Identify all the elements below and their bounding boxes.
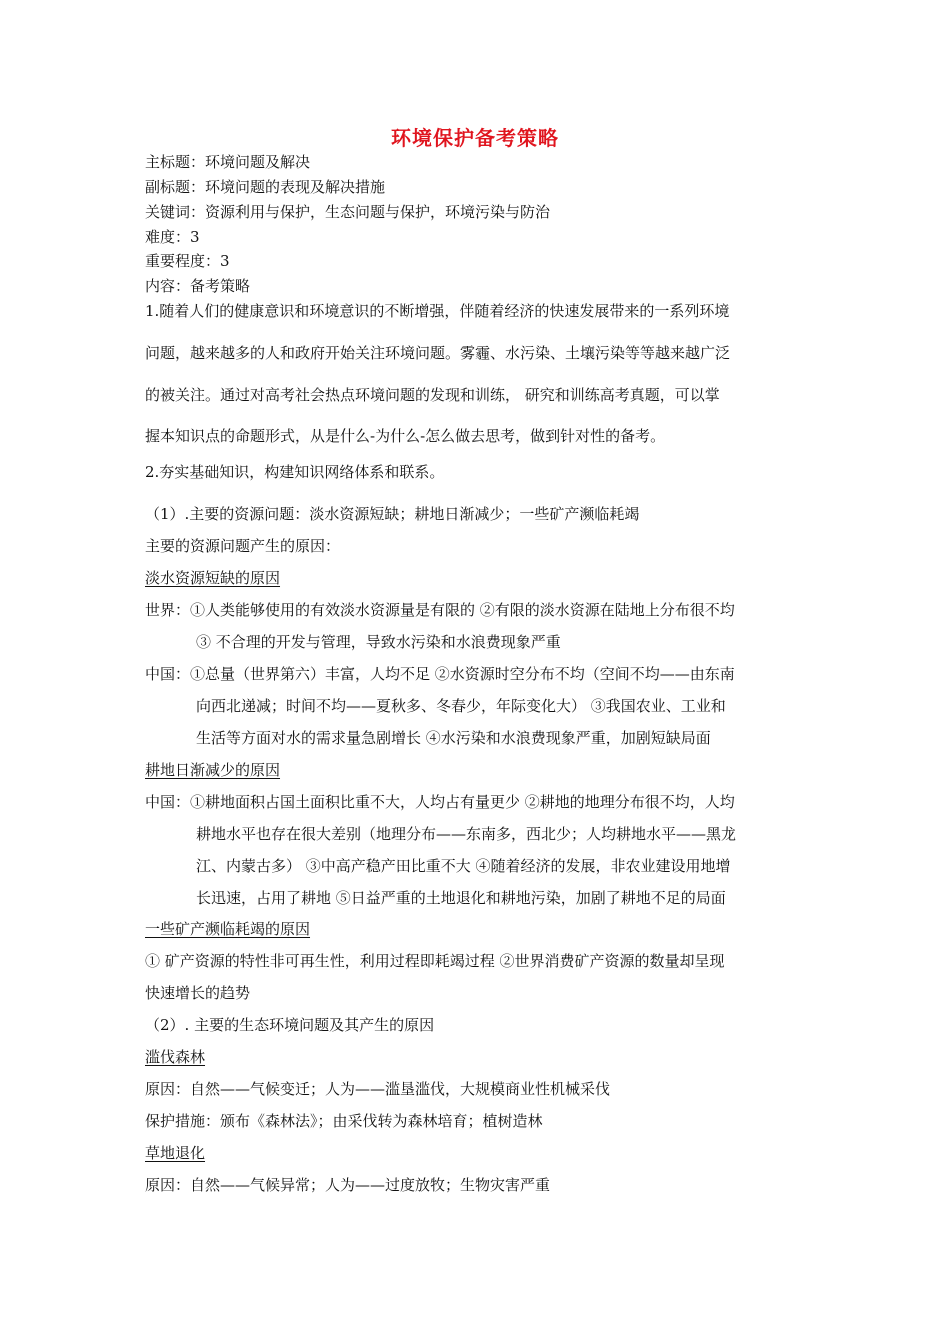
water-china-line: 向西北递减；时间不均——夏秋多、冬春少，年际变化大） ③我国农业、工业和 bbox=[196, 697, 726, 715]
section-1-heading: （1）.主要的资源问题：淡水资源短缺；耕地日渐减少；一些矿产濒临耗竭 bbox=[145, 505, 640, 523]
document-title: 环境保护备考策略 bbox=[391, 126, 559, 150]
meta-keywords: 关键词：资源利用与保护，生态问题与保护，环境污染与防治 bbox=[145, 203, 551, 221]
grassland-title: 草地退化 bbox=[145, 1144, 206, 1162]
meta-main-title: 主标题：环境问题及解决 bbox=[145, 153, 311, 171]
farmland-title: 耕地日渐减少的原因 bbox=[145, 761, 281, 779]
meta-content: 内容：备考策略 bbox=[145, 277, 251, 295]
meta-subtitle: 副标题：环境问题的表现及解决措施 bbox=[145, 178, 386, 196]
paragraph-2: 2.夯实基础知识，构建知识网络体系和联系。 bbox=[145, 463, 445, 481]
farmland-china-line: 长迅速，占用了耕地 ⑤日益严重的土地退化和耕地污染，加剧了耕地不足的局面 bbox=[196, 889, 726, 907]
mineral-title: 一些矿产濒临耗竭的原因 bbox=[145, 920, 311, 938]
mineral-line: ① 矿产资源的特性非可再生性，利用过程即耗竭过程 ②世界消费矿产资源的数量却呈现 bbox=[145, 952, 725, 970]
paragraph-1-line: 1.随着人们的健康意识和环境意识的不断增强，伴随着经济的快速发展带来的一系列环境 bbox=[145, 302, 730, 320]
water-china-line: 生活等方面对水的需求量急剧增长 ④水污染和水浪费现象严重，加剧短缺局面 bbox=[196, 729, 711, 747]
paragraph-1-line: 问题，越来越多的人和政府开始关注环境问题。雾霾、水污染、土壤污染等等越来越广泛 bbox=[145, 344, 731, 362]
farmland-china-line: 耕地水平也存在很大差别（地理分布——东南多，西北少；人均耕地水平——黑龙 bbox=[196, 825, 737, 843]
farmland-china-line: 江、内蒙古多） ③中高产稳产田比重不大 ④随着经济的发展，非农业建设用地增 bbox=[196, 857, 731, 875]
forest-cause: 原因：自然——气候变迁；人为——滥垦滥伐，大规模商业性机械采伐 bbox=[145, 1080, 611, 1098]
mineral-line: 快速增长的趋势 bbox=[145, 984, 251, 1002]
meta-importance: 重要程度：3 bbox=[145, 252, 230, 270]
water-world-line: 世界：①人类能够使用的有效淡水资源量是有限的 ②有限的淡水资源在陆地上分布很不均 bbox=[145, 601, 735, 619]
paragraph-1-line: 握本知识点的命题形式，从是什么-为什么-怎么做去思考，做到针对性的备考。 bbox=[145, 427, 666, 445]
farmland-china-line: 中国：①耕地面积占国土面积比重不大，人均占有量更少 ②耕地的地理分布很不均，人均 bbox=[145, 793, 735, 811]
grassland-cause: 原因：自然——气候异常；人为——过度放牧；生物灾害严重 bbox=[145, 1176, 551, 1194]
meta-difficulty: 难度：3 bbox=[145, 228, 200, 246]
forest-protect: 保护措施：颁布《森林法》；由采伐转为森林培育；植树造林 bbox=[145, 1112, 543, 1130]
causes-heading: 主要的资源问题产生的原因： bbox=[145, 537, 341, 555]
section-2-heading: （2）. 主要的生态环境问题及其产生的原因 bbox=[145, 1016, 435, 1034]
forest-title: 滥伐森林 bbox=[145, 1048, 206, 1066]
water-china-line: 中国：①总量（世界第六）丰富，人均不足 ②水资源时空分布不均（空间不均——由东南 bbox=[145, 665, 735, 683]
water-shortage-title: 淡水资源短缺的原因 bbox=[145, 569, 281, 587]
paragraph-1-line: 的被关注。通过对高考社会热点环境问题的发现和训练， 研究和训练高考真题，可以掌 bbox=[145, 386, 720, 404]
water-world-line: ③ 不合理的开发与管理，导致水污染和水浪费现象严重 bbox=[196, 633, 561, 651]
